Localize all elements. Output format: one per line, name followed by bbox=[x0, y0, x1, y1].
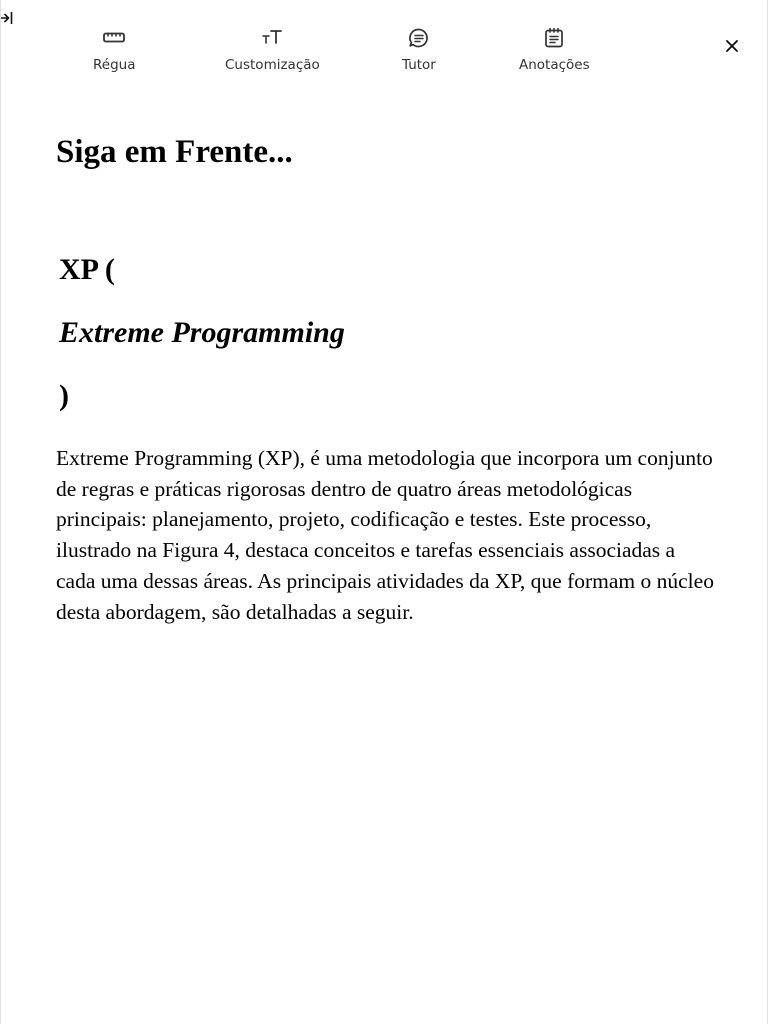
text-size-icon bbox=[260, 26, 284, 50]
toolbar-notes-button[interactable] bbox=[519, 26, 590, 73]
chat-icon bbox=[407, 26, 431, 50]
reading-content bbox=[56, 130, 716, 627]
page-title: Siga em Frente... bbox=[56, 134, 293, 170]
close-icon bbox=[725, 39, 739, 58]
section-heading-part-1: XP ( bbox=[59, 253, 115, 286]
toolbar-customization-button[interactable] bbox=[225, 26, 320, 73]
toolbar-ruler-label: Régua bbox=[93, 57, 136, 73]
close-button[interactable] bbox=[721, 37, 743, 59]
toolbar-notes-label: Anotações bbox=[519, 57, 590, 73]
body-paragraph: Extreme Programming (XP), é uma metodologia que incorpora um conjunto de regras e práticas rigorosas dentro de quatro áreas metodológicas principais: planejamento, projeto, codificação e testes. Este processo, ilustrado na Figura 4, destaca conceitos e tarefas essenciais associadas a cada uma dessas áreas. As principais atividades da XP, que formam o núcleo desta abordagem, são detalhadas a seguir. bbox=[56, 446, 714, 624]
toolbar-customization-label: Customização bbox=[225, 57, 320, 73]
section-heading bbox=[59, 238, 716, 427]
toolbar-tutor-label: Tutor bbox=[402, 57, 436, 73]
section-heading-part-2: Extreme Programming bbox=[59, 316, 345, 349]
collapse-panel-icon[interactable] bbox=[1, 9, 13, 27]
ruler-icon bbox=[102, 26, 126, 50]
toolbar-ruler-button[interactable] bbox=[93, 26, 135, 73]
toolbar-tutor-button[interactable] bbox=[402, 26, 436, 73]
section-heading-part-3: ) bbox=[59, 379, 69, 412]
notes-icon bbox=[542, 26, 566, 50]
